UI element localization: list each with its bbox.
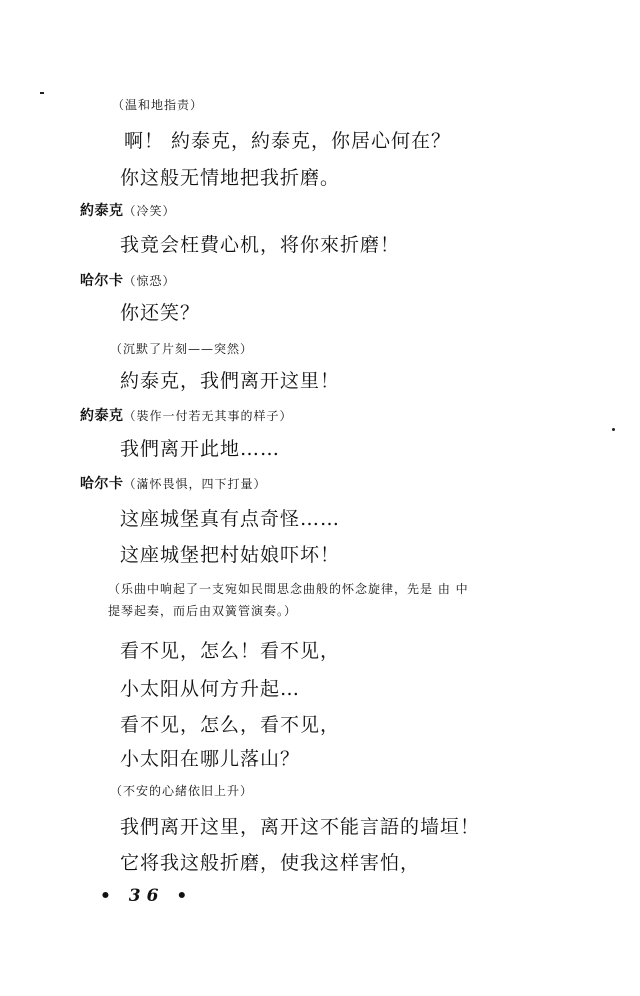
verse-line: 这座城堡把村姑娘吓坏！ — [120, 544, 341, 566]
speaker-name: 哈尔卡 — [80, 273, 124, 289]
scan-speck — [612, 428, 615, 431]
scan-speck — [40, 92, 44, 94]
verse-line: 小太阳从何方升起… — [120, 678, 301, 700]
speaker-cue — [80, 200, 176, 220]
verse-line: 看不见，怎么，看不见， — [120, 714, 341, 736]
stage-direction: 提琴起奏，而后由双簧管演奏。） — [108, 604, 298, 618]
verse-line: 你还笑？ — [120, 302, 201, 324]
verse-line: 我竟会枉費心机，将你來折磨！ — [120, 234, 401, 256]
verse-line: 啊！ 約泰克，約泰克，你居心何在？ — [124, 130, 452, 152]
verse-line: 小太阳在哪儿落山？ — [120, 748, 301, 770]
speaker-direction: （惊恐） — [123, 274, 176, 288]
page-number: • 36 • — [100, 886, 194, 906]
stage-direction: （温和地指责） — [112, 98, 204, 112]
stage-direction: （不安的心緒依旧上升） — [110, 784, 254, 798]
speaker-name: 哈尔卡 — [80, 476, 124, 492]
verse-line: 我們离开此地…… — [120, 438, 281, 460]
stage-direction: （乐曲中响起了一支宛如民間思念曲般的怀念旋律，先是 由 中 — [108, 582, 469, 596]
speaker-cue — [80, 270, 176, 290]
speaker-direction: （滿怀畏惧，四下打量） — [123, 477, 267, 491]
stage-direction: （沉默了片刻——突然） — [110, 342, 254, 356]
verse-line: 它将我这般折磨，使我这样害怕， — [120, 852, 421, 874]
verse-line: 你这般无情地把我折磨。 — [120, 167, 341, 189]
verse-line: 这座城堡真有点奇怪…… — [120, 508, 341, 530]
verse-line: 我們离开这里，离开这不能言語的墙垣！ — [120, 816, 481, 838]
speaker-direction: （裝作一付若无其事的样子） — [123, 409, 293, 423]
speaker-cue — [80, 473, 267, 493]
speaker-cue — [80, 405, 293, 425]
verse-line: 約泰克，我們离开这里！ — [120, 370, 341, 392]
speaker-name: 約泰克 — [80, 408, 124, 424]
speaker-name: 約泰克 — [80, 203, 124, 219]
speaker-direction: （冷笑） — [123, 204, 176, 218]
verse-line: 看不见，怎么！看不见， — [120, 640, 341, 662]
